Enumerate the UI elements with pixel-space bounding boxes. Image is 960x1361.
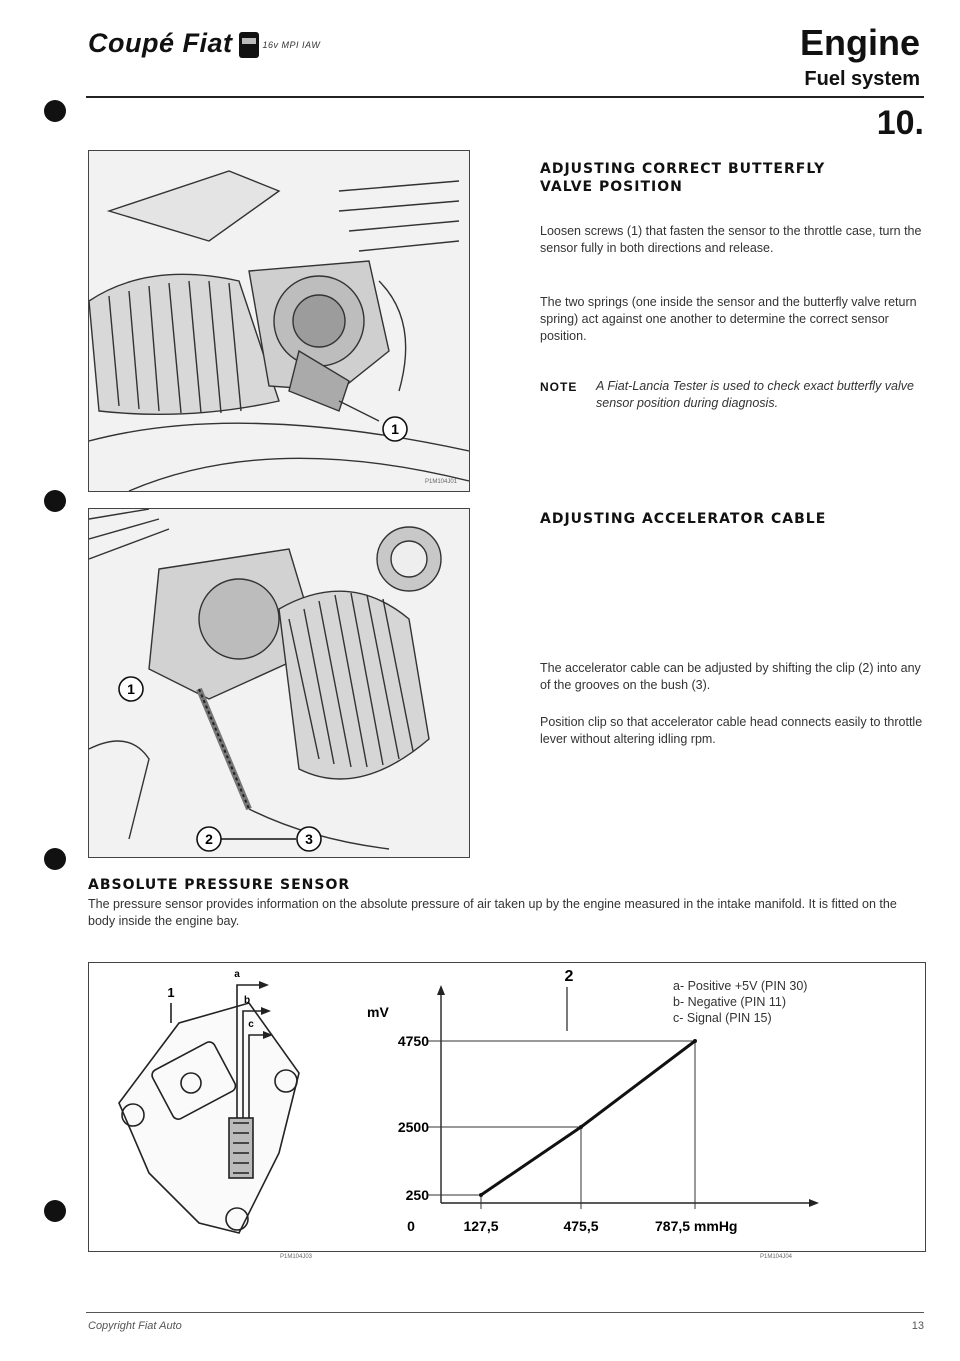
- pressure-sensor-diagram: [88, 962, 926, 1252]
- fiat-badge-icon: [239, 32, 259, 58]
- page-number: 13: [911, 1320, 924, 1332]
- photo-code: P1M104J01: [425, 479, 458, 485]
- section-number: 10.: [876, 104, 924, 142]
- punch-hole-icon: [44, 490, 66, 512]
- x-tick-label: 127,5: [463, 1218, 499, 1234]
- section-title: Engine: [799, 22, 920, 63]
- pin-label-b: b: [243, 995, 251, 1006]
- subsection-title: Fuel system: [804, 68, 920, 90]
- header-divider: [86, 96, 924, 98]
- note-label: NOTE: [540, 380, 578, 394]
- pin-label-c: c: [248, 1019, 254, 1030]
- accelerator-paragraph-2: Position clip so that accelerator cable head connects easily to throttle lever without altering idling rpm.: [540, 715, 923, 746]
- y-axis-label: mV: [367, 1004, 389, 1020]
- y-axis-arrow-icon: [437, 985, 445, 995]
- legend-b: b- Negative (PIN 11): [673, 995, 787, 1009]
- butterfly-paragraph-1: Loosen screws (1) that fasten the sensor to the throttle case, turn the sensor fully in both directions and release.: [540, 224, 922, 255]
- y-tick-label: 4750: [397, 1033, 429, 1049]
- graph-label: 2: [564, 968, 574, 985]
- accelerator-heading: ADJUSTING ACCELERATOR CABLE: [540, 511, 827, 527]
- y-tick-label: 2500: [397, 1119, 429, 1135]
- sensor-drawing: [119, 985, 299, 1233]
- brand-name: Coupé Fiat: [88, 28, 233, 58]
- data-point: [579, 1125, 583, 1129]
- diagram-code-right: P1M104J04: [760, 1254, 793, 1260]
- copyright-text: Copyright Fiat Auto: [88, 1320, 182, 1332]
- punch-hole-icon: [44, 1200, 66, 1222]
- y-tick-label: 250: [405, 1187, 429, 1203]
- legend-c: c- Signal (PIN 15): [673, 1011, 772, 1025]
- pin-label-a: a: [234, 969, 240, 980]
- legend-a: a- Positive +5V (PIN 30): [673, 979, 808, 993]
- accelerator-paragraph-1: The accelerator cable can be adjusted by shifting the clip (2) into any of the grooves on the bush (3).: [540, 661, 921, 692]
- butterfly-paragraph-2: The two springs (one inside the sensor and the butterfly valve return spring) act against one another to determine the correct sensor position.: [540, 295, 917, 343]
- punch-hole-icon: [44, 848, 66, 870]
- pressure-sensor-paragraph: The pressure sensor provides information on the absolute pressure of air taken up by the engine measured in the intake manifold. It is fitted on the body inside the engine bay.: [88, 897, 897, 928]
- diagram-code-left: P1M104J03: [280, 1254, 313, 1260]
- callout-1: 1: [391, 421, 399, 437]
- punch-hole-icon: [44, 100, 66, 122]
- butterfly-heading: ADJUSTING CORRECT BUTTERFLY VALVE POSITION: [540, 161, 826, 195]
- note-text: A Fiat-Lancia Tester is used to check exact butterfly valve sensor position during diagnosis.: [596, 379, 914, 410]
- x-tick-label: 0: [407, 1218, 415, 1234]
- sensor-label: 1: [167, 985, 175, 1000]
- accelerator-cable-photo: [88, 508, 470, 858]
- x-tick-label: 787,5 mmHg: [655, 1218, 738, 1234]
- throttle-sensor-photo: [88, 150, 470, 492]
- pressure-sensor-chart: [89, 963, 925, 1251]
- data-point: [693, 1039, 697, 1043]
- series-line: [481, 1041, 695, 1195]
- callout-1: 1: [127, 681, 135, 697]
- x-tick-label: 475,5: [563, 1218, 599, 1234]
- data-point: [479, 1193, 483, 1197]
- brand-engine-code: 16v MPI IAW: [262, 39, 321, 50]
- x-axis-arrow-icon: [809, 1199, 819, 1207]
- callout-2: 2: [205, 831, 213, 847]
- footer-divider: [86, 1312, 924, 1313]
- pin-legend: [673, 979, 807, 1025]
- brand-title: [88, 28, 320, 59]
- pressure-sensor-heading: ABSOLUTE PRESSURE SENSOR: [88, 877, 351, 893]
- callout-3: 3: [305, 831, 313, 847]
